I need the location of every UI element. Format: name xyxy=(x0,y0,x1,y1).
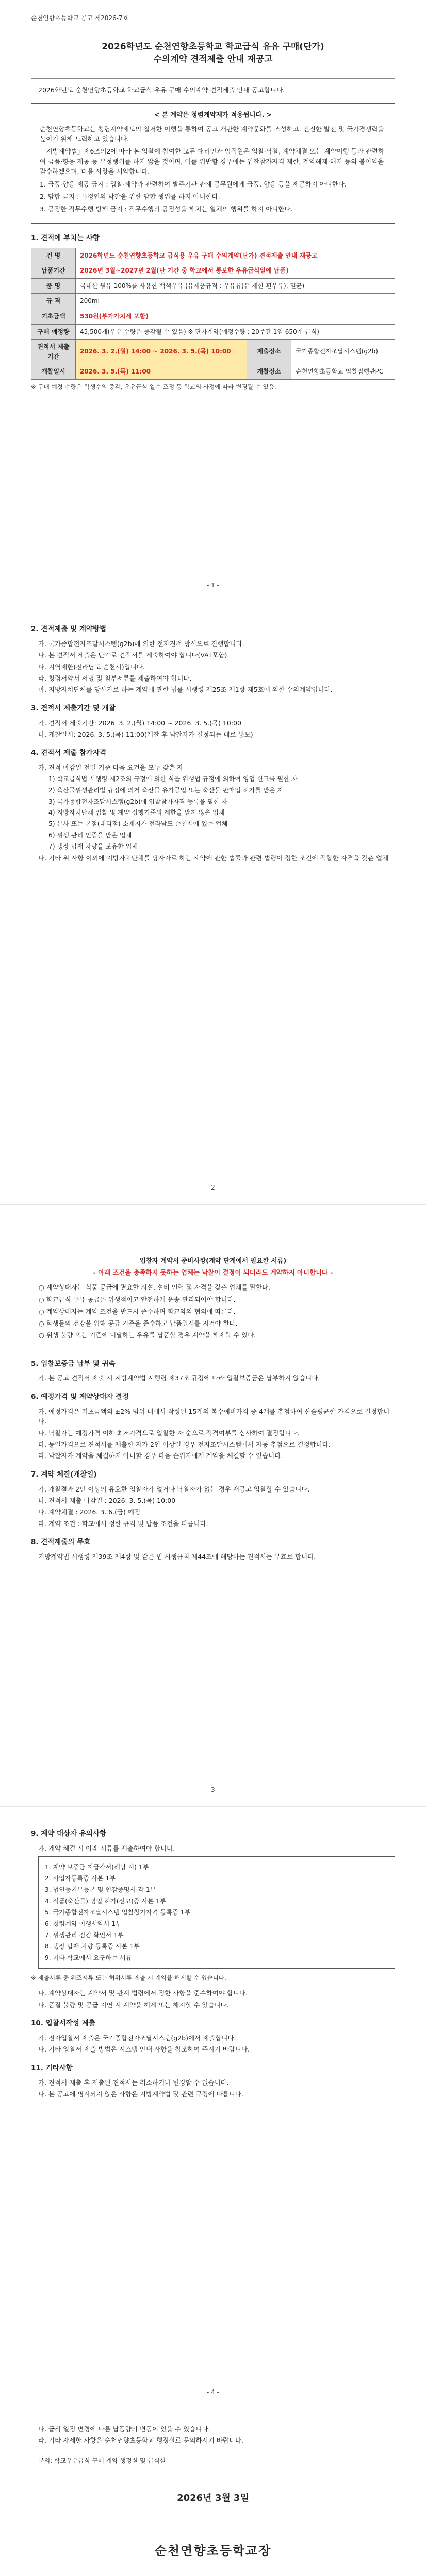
list-item: 가. 견적 마감일 전일 기준 다음 요건을 모두 갖춘 자 xyxy=(38,764,184,772)
table-header-cell: 개찰일시 xyxy=(31,364,76,380)
table-row xyxy=(31,340,395,364)
table-header-cell: 규 격 xyxy=(31,294,76,309)
table-cell: 45,500개(우유 수량은 증감될 수 있음) ※ 단가계약(예정수량 : 20주간 1일 650개 급식) xyxy=(76,324,395,340)
list-item: 다. 급식 일정 변경에 따른 납품량의 변동이 있을 수 있습니다. xyxy=(38,2425,210,2433)
list-item: 다. 품질 불량 및 공급 지연 시 계약을 해제 또는 해지할 수 있습니다. xyxy=(38,2001,229,2009)
notice-date: 2026년 3월 3일 xyxy=(177,2493,249,2504)
table-cell: 순천연향초등학교 입찰집행관PC xyxy=(291,364,395,380)
list-item: 마. 지방자치단체를 당사자로 하는 계약에 관한 법률 시행령 제25조 제1항 제5호에 의한 수의계약입니다. xyxy=(38,686,333,694)
document-item: 1. 계약 보증금 지급각서(해당 시) 1부 xyxy=(45,1863,149,1871)
section-body xyxy=(38,1843,395,1853)
list-item: 가. 국가종합전자조달시스템(g2b)에 의한 전자견적 방식으로 진행합니다. xyxy=(38,639,244,648)
list-item: 가. 견적서 제출기간: 2026. 3. 2.(월) 14:00 ~ 2026. 3. 5.(목) 10:00 xyxy=(38,719,241,727)
list-item: 지방계약법 시행령 제39조 제4항 및 같은 법 시행규칙 제44조에 해당하는 견적서는 무효로 합니다. xyxy=(38,1552,316,1561)
page-4 xyxy=(0,1807,426,2409)
section-body xyxy=(38,2424,395,2446)
section-body xyxy=(38,639,395,695)
page-number: - 1 - xyxy=(207,582,219,589)
list-item: 나. 본 견적서 제출은 단가로 견적서를 제출하여야 합니다(VAT포함). xyxy=(38,651,230,659)
table-header-cell: 기초금액 xyxy=(31,309,76,324)
table-row xyxy=(31,364,395,380)
table-cell: 530원(부가가치세 포함) xyxy=(76,309,395,324)
section-heading: 2. 견적제출 및 계약방법 xyxy=(31,625,106,633)
section-heading: 6. 예정가격 및 계약상대자 결정 xyxy=(31,1392,129,1401)
pledge-paragraph: 순천연향초등학교는 청렴계약제도의 철저한 이행을 통하여 공고 개관한 계약문화를 조성하고, 건전한 발전 및 국가경쟁력을 높이기 위해 노력하고 있습니다. xyxy=(40,125,384,143)
table-header-cell: 건 명 xyxy=(31,248,76,263)
list-item: 라. 계약 조건 : 학교에서 정한 규격 및 납품 조건을 따릅니다. xyxy=(38,1519,208,1528)
section-heading: 3. 견적서 제출기간 및 개찰 xyxy=(31,704,116,713)
section-body xyxy=(38,1988,395,2010)
section-body xyxy=(38,1373,395,1383)
page-number: - 3 - xyxy=(207,1786,219,1794)
list-item: 라. 기타 자세한 사항은 순천연향초등학교 행정실로 문의하시기 바랍니다. xyxy=(38,2436,244,2445)
list-item: ○ 계약상대자는 식품 공급에 필요한 시설, 설비 인력 및 자격을 갖춘 업체를 말한다. xyxy=(39,1283,270,1292)
section-heading: 5. 입찰보증금 납부 및 귀속 xyxy=(31,1359,116,1368)
section-body xyxy=(38,2033,395,2055)
document-item: 3. 법인등기부등본 및 인감증명서 각 1부 xyxy=(45,1886,156,1894)
intro-text: 2026학년도 순천연향초등학교 학교급식 우유 구매 수의계약 견적제출 안내 공고합니다. xyxy=(38,86,285,94)
section-heading: 8. 견적제출의 무효 xyxy=(31,1538,91,1547)
box-title: 입찰자 계약서 준비사항(계약 단계에서 필요한 서류) xyxy=(139,1257,287,1264)
list-item: 나. 낙찰자는 예정가격 이하 최저가격으로 입찰한 자 순으로 적격여부를 심사하여 결정합니다. xyxy=(38,1429,300,1437)
list-item: 가. 전자입찰서 제출은 국가종합전자조달시스템(g2b)에서 제출합니다. xyxy=(38,2034,236,2042)
section-body xyxy=(38,718,395,740)
required-documents-list xyxy=(38,1856,395,1969)
table-row xyxy=(31,309,395,324)
title-line-1: 2026학년도 순천연향초등학교 학교급식 유유 구매(단가) xyxy=(102,41,324,52)
section-body xyxy=(38,1552,395,1562)
contact-info: 문의: 학교우유급식 구매 계약 행정실 및 급식실 xyxy=(38,2456,166,2464)
section-heading: 9. 계약 대상자 유의사항 xyxy=(31,1829,106,1838)
list-item: 가. 예정가격은 기초금액의 ±2% 범위 내에서 작성된 15개의 복수예비가격 중 4개를 추첨하여 산술평균한 가격으로 결정합니다. xyxy=(38,1407,390,1426)
section-heading: 1. 견적에 부치는 사항 xyxy=(31,233,100,242)
table-row xyxy=(31,324,395,340)
list-item: 다. 동일가격으로 견적서를 제출한 자가 2인 이상일 경우 전자조달시스템에서 자동 추첨으로 결정합니다. xyxy=(38,1440,331,1448)
section-heading: 7. 계약 체결(개찰일) xyxy=(31,1470,97,1479)
page-1 xyxy=(0,0,426,602)
section-body xyxy=(38,1406,395,1461)
table-cell: 200ml xyxy=(76,294,395,309)
page-number: - 2 - xyxy=(207,1184,219,1192)
contract-requirements-box xyxy=(31,1249,395,1349)
table-cell: 2026학년도 순천연향초등학교 급식용 우유 구매 수의계약(단가) 견적제출 안내 재공고 xyxy=(76,248,395,263)
list-item: 라. 낙찰자가 계약을 체결하지 아니할 경우 다음 순위자에게 계약을 체결할 수 있습니다. xyxy=(38,1452,283,1460)
table-cell: 2026년 3월~2027년 2월(단 기간 중 학교에서 통보한 우유급식일에 납품) xyxy=(76,263,395,279)
document-item: 4. 식품(축산물) 영업 허가(신고)증 사본 1부 xyxy=(45,1897,166,1905)
page-3 xyxy=(0,1205,426,1807)
list-item: 7) 냉장 탑재 차량을 보유한 업체 xyxy=(48,843,138,851)
document-item: 2. 사업자등록증 사본 1부 xyxy=(45,1875,116,1883)
list-item: 나. 개찰일시: 2026. 3. 5.(목) 11:00(개찰 후 낙찰자가 결정되는 대로 통보) xyxy=(38,731,253,739)
list-item: ○ 위생 불량 또는 기준에 미달하는 우유를 납품할 경우 계약을 해제할 수 있다. xyxy=(39,1331,256,1340)
section-heading: 4. 견적서 제출 참가자격 xyxy=(31,749,106,757)
list-item: 다. 계약체결 : 2026. 3. 6.(금) 예정 xyxy=(38,1508,141,1516)
list-item: 다. 지역제한(전라남도 순천시)입니다. xyxy=(38,663,145,671)
quantity-note: ※ 구매 예정 수량은 학생수의 증감, 우유급식 일수 조정 등 학교의 사정에 따라 변경될 수 있음. xyxy=(31,383,276,391)
pledge-list xyxy=(40,179,386,214)
list-item: ○ 학생들의 건강을 위해 공급 기준을 준수하고 납품일시를 지켜야 한다. xyxy=(39,1319,238,1328)
section-heading: 10. 입찰서작성 제출 xyxy=(31,2019,95,2028)
list-item: 3) 국가종합전자조달시스템(g2b)에 입찰참가자격 등록을 필한 자 xyxy=(48,798,228,805)
divider xyxy=(31,78,395,79)
list-item: 6) 위생 관리 인증을 받은 업체 xyxy=(48,832,132,839)
pledge-title: < 본 계약은 청렴계약제가 적용됩니다. > xyxy=(154,111,272,119)
page-2 xyxy=(0,602,426,1205)
table-row xyxy=(31,248,395,263)
list-item: 나. 기타 위 사항 이외에 지방자치단체를 당사자로 하는 계약에 관한 법률과 관련 법령이 정한 조건에 적합한 자격을 갖춘 업체 xyxy=(38,854,389,862)
table-header-cell: 제출장소 xyxy=(247,340,291,364)
page-number: - 4 - xyxy=(207,2388,219,2396)
section-heading: 11. 기타사항 xyxy=(31,2063,73,2072)
table-header-cell: 구매 예정량 xyxy=(31,324,76,340)
section-body xyxy=(38,762,395,863)
section-body xyxy=(38,1484,395,1529)
pledge-paragraph: 「지방계약법」제6조의2에 따라 본 입찰에 참여한 모든 대리인과 임직원은 입찰·낙찰, 계약체결 또는 계약이행 등과 관련하여 금품·향응 제공 등 부정행위를 하지 않을 것이며, 이를 위반할 경우에는 입찰참가자격 제한, 계약해제·해지 등의 불이익을 감수하겠으며, 다음 사항을 서약합니다. xyxy=(40,147,385,176)
table-header-cell: 견적서 제출기간 xyxy=(31,340,76,364)
list-item: 2) 축산물위생관리법 규정에 의거 축산물 유가공업 또는 축산물 판매업 허가를 받은 자 xyxy=(48,786,284,794)
table-header-cell: 개찰장소 xyxy=(247,364,291,380)
list-item: 4) 지방자치단체 입찰 및 계약 집행기준의 제한을 받지 않은 업체 xyxy=(48,809,225,817)
list-item: 가. 본 공고 견적서 제출 시 지방계약법 시행령 제37조 규정에 따라 입찰보증금은 납부하지 않습니다. xyxy=(38,1374,320,1382)
notice-number: 순천연향초등학교 공고 제2026-7호 xyxy=(31,14,129,22)
list-item: 가. 견적서 제출 후 제출된 견적서는 취소하거나 변경할 수 없습니다. xyxy=(38,2078,229,2087)
sub-list xyxy=(48,774,395,852)
document-item: 7. 위생관리 점검 확인서 1부 xyxy=(45,1931,124,1939)
list-item: 라. 청렴서약서 서명 및 첨부서류를 제출하여야 합니다. xyxy=(38,674,192,683)
table-cell: 2026. 3. 2.(월) 14:00 ~ 2026. 3. 5.(목) 10:00 xyxy=(76,340,247,364)
table-row xyxy=(31,294,395,309)
documents-note: ※ 제출서류 중 위조서류 또는 허위서류 제출 시 계약을 해제할 수 있습니다. xyxy=(31,1974,226,1982)
document-title xyxy=(31,41,395,66)
table-cell: 국가종합전자조달시스템(g2b) xyxy=(291,340,395,364)
document-item: 9. 기타 학교에서 요구하는 서류 xyxy=(45,1954,132,1961)
issuer-name: 순천연향초등학교장 xyxy=(154,2544,272,2558)
document-item: 6. 청렴계약 이행서약서 1부 xyxy=(45,1920,122,1927)
list-item: 1) 학교급식법 시행령 제2조의 규정에 의한 식품 위생법 규정에 의하여 영업 신고를 필한 자 xyxy=(48,775,298,783)
table-header-cell: 품 명 xyxy=(31,278,76,294)
table-row xyxy=(31,278,395,294)
box-subtitle: - 아래 조건을 충족하지 못하는 업체는 낙찰이 결정이 되더라도 계약하지 아니합니다 - xyxy=(93,1268,333,1277)
document-item: 8. 냉장 탑재 차량 등록증 사본 1부 xyxy=(45,1942,140,1950)
list-item: 나. 본 공고에 명시되지 않은 사항은 지방계약법 및 관련 규정에 따릅니다. xyxy=(38,2090,243,2098)
table-header-cell: 납품기간 xyxy=(31,263,76,279)
list-item: ○ 계약상대자는 계약 조건을 반드시 준수하며 학교와의 협의에 따른다. xyxy=(39,1307,236,1315)
section-body xyxy=(38,2078,395,2099)
table-cell: 국내산 원유 100%를 사용한 백색우유 (유제품규격 : 우유류(유 제한 흰우유), 멸균) xyxy=(76,278,395,294)
integrity-pledge-box xyxy=(31,103,395,223)
list-item: 5) 본사 또는 본점(대리점) 소재지가 전라남도 순천시에 있는 업체 xyxy=(48,820,228,828)
bid-info-table xyxy=(31,248,395,380)
list-item: 나. 기타 입찰서 제출 방법은 시스템 안내 사항을 참조하여 주시기 바랍니다. xyxy=(38,2045,250,2054)
pledge-item: 3. 공정한 직무수행 방해 금지 : 직무수행의 공정성을 해치는 일체의 행위를 하지 아니한다. xyxy=(40,205,293,213)
table-row xyxy=(31,263,395,279)
document-item: 5. 국가종합전자조달시스템 입찰참가자격 등록증 1부 xyxy=(45,1908,191,1916)
table-cell: 2026. 3. 5.(목) 11:00 xyxy=(76,364,247,380)
pledge-item: 2. 담합 금지 : 특정인의 낙찰을 위한 담합 행위를 하지 아니한다. xyxy=(40,192,220,200)
list-item: 가. 개찰결과 2인 이상의 유효한 입찰자가 없거나 낙찰자가 없는 경우 재공고 입찰할 수 있습니다. xyxy=(38,1485,310,1493)
list-item: 가. 계약 체결 시 아래 서류를 제출하여야 합니다. xyxy=(38,1844,175,1852)
list-item: 나. 견적서 제출 마감일 : 2026. 3. 5.(목) 10:00 xyxy=(38,1496,176,1504)
list-item: ○ 학교급식 우유 공급은 위생적이고 안전하게 운송 관리되어야 합니다. xyxy=(39,1295,236,1303)
list-item: 나. 계약상대자는 계약서 및 관계 법령에서 정한 사항을 준수하여야 합니다. xyxy=(38,1989,248,1997)
page-5 xyxy=(0,2409,426,2576)
title-line-2: 수의계약 견적제출 안내 재공고 xyxy=(153,54,273,65)
pledge-item: 1. 금품·향응 제공 금지 : 입찰·계약과 관련하여 발주기관 관계 공무원에게 금품, 향응 등을 제공하지 아니한다. xyxy=(40,180,347,188)
